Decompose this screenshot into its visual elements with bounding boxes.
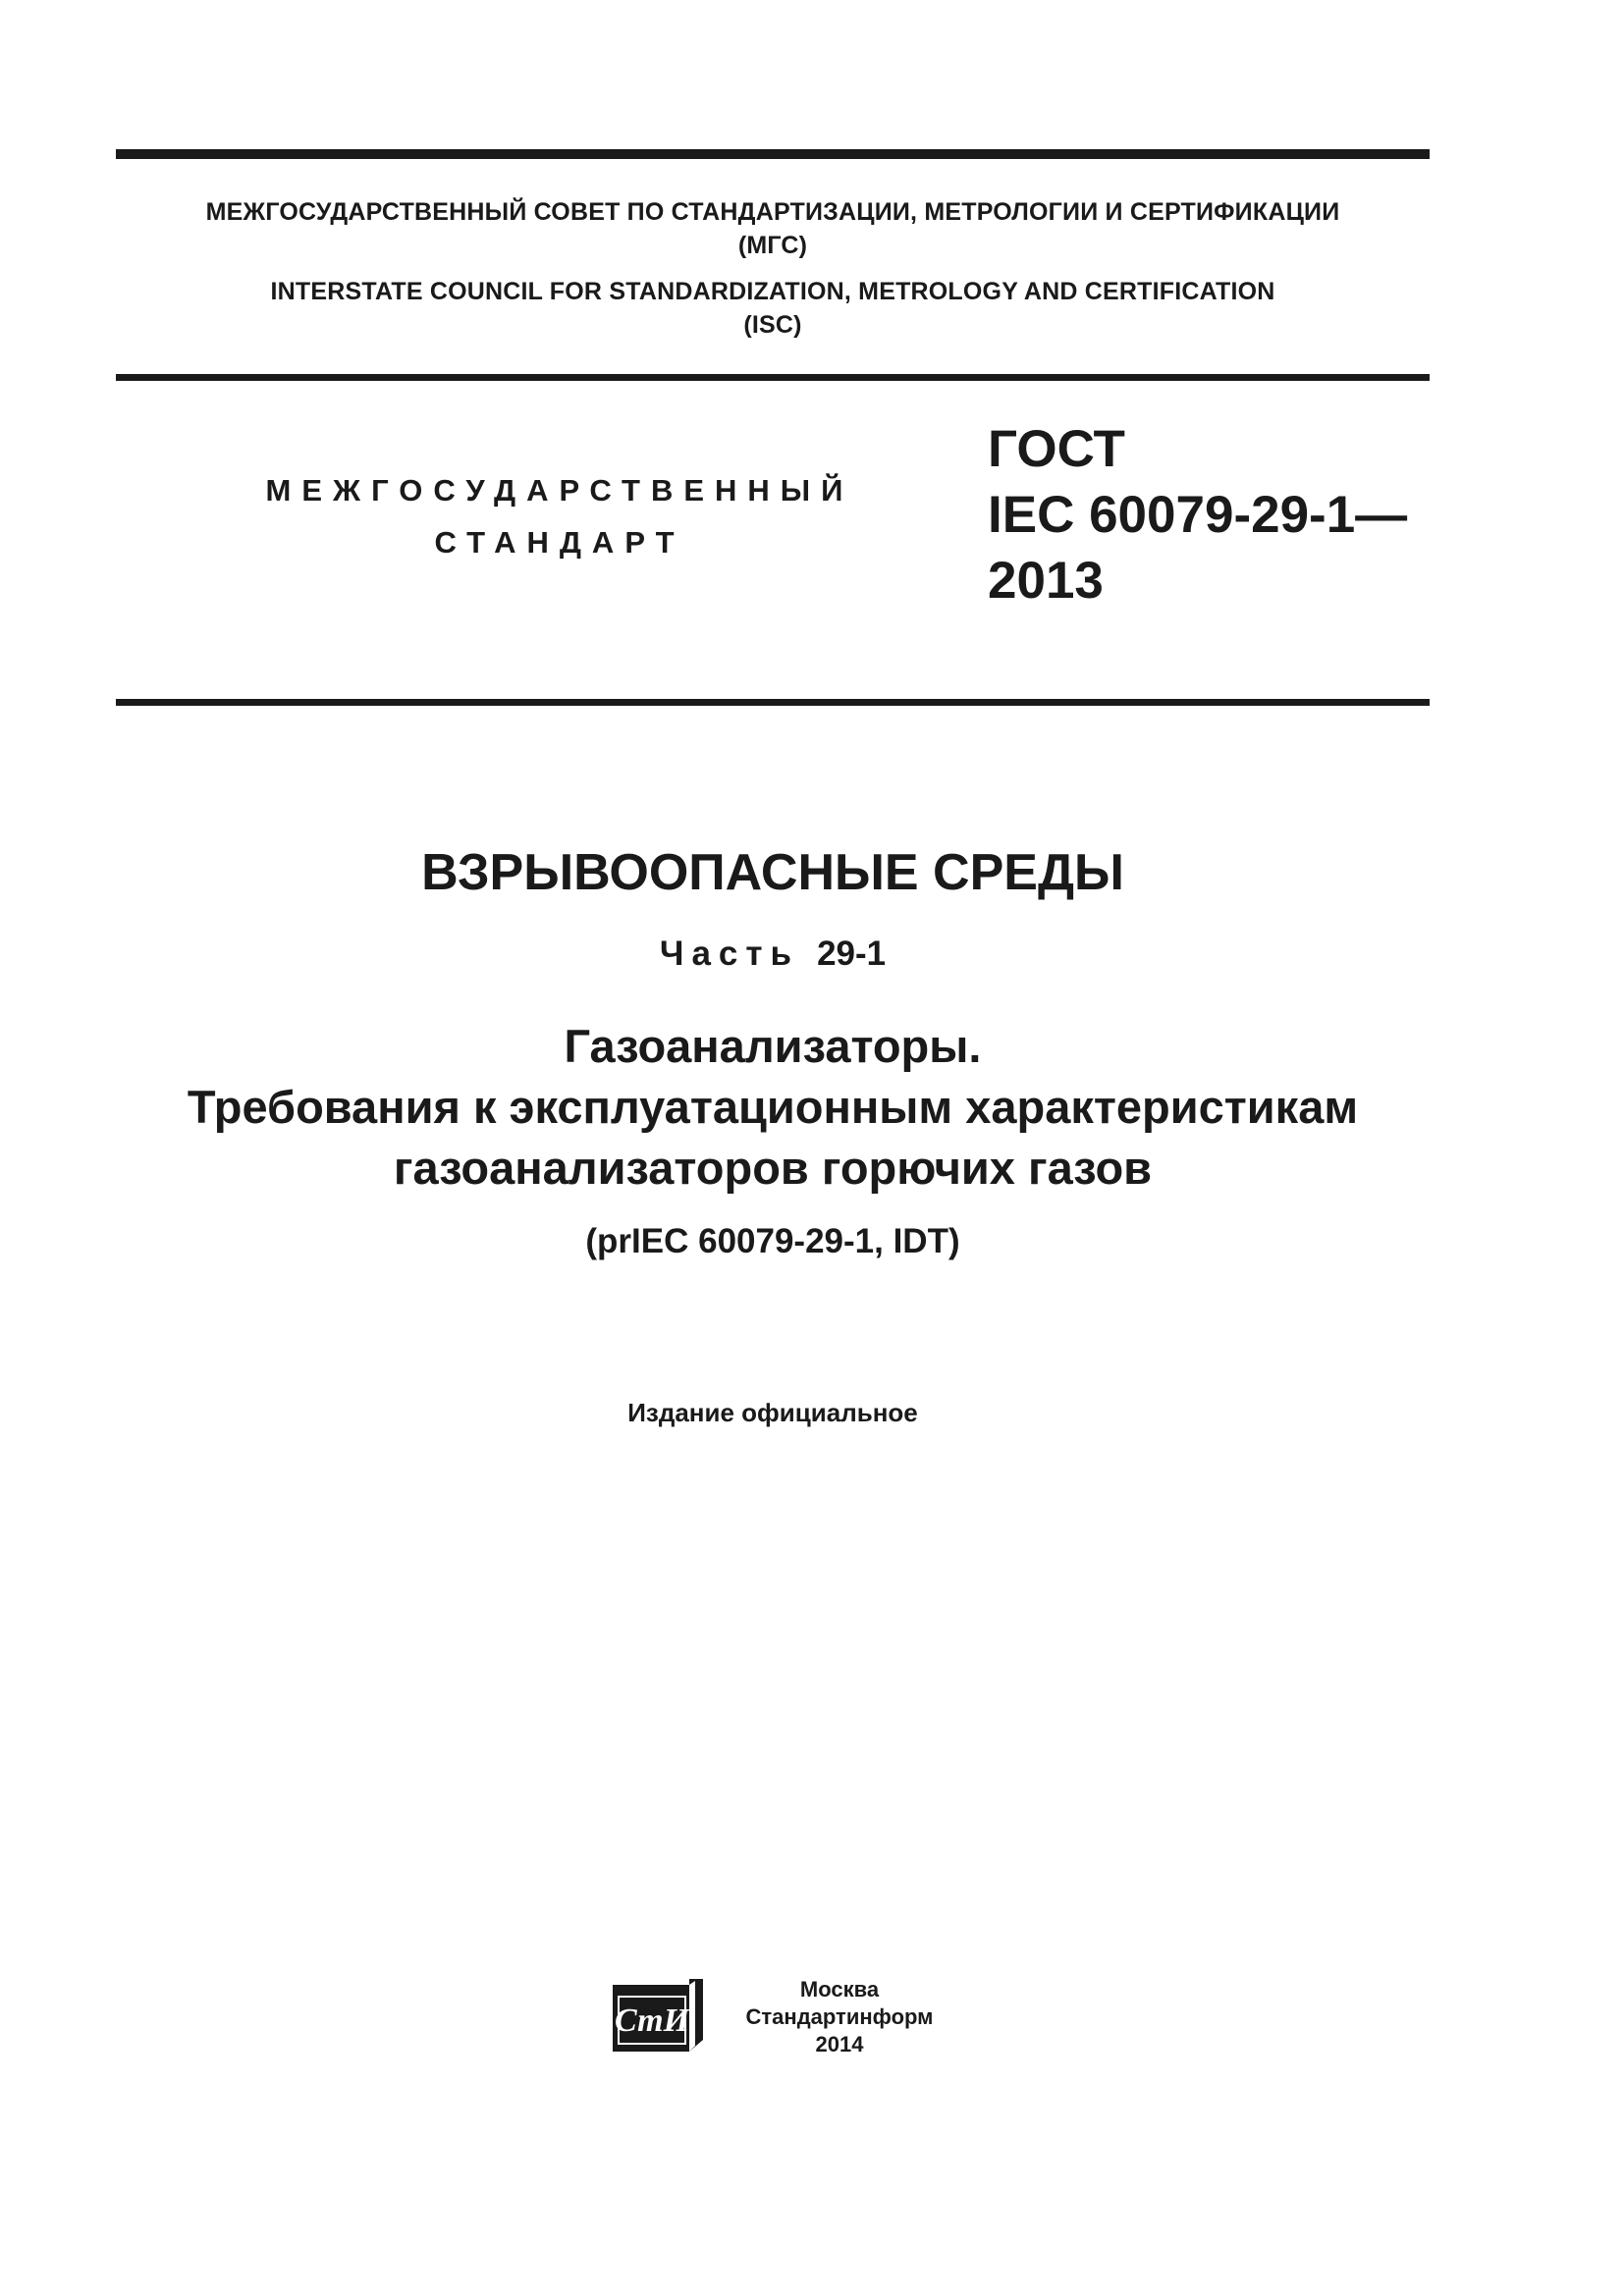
identity-note: (prIEC 60079-29-1, IDT) xyxy=(585,1222,960,1260)
main-title: ВЗРЫВООПАСНЫЕ СРЕДЫ xyxy=(421,844,1124,901)
subtitle xyxy=(116,1016,1430,1199)
edition-note: Издание официальное xyxy=(627,1398,918,1427)
council-name-en: INTERSTATE COUNCIL FOR STANDARDIZATION, METROLOGY AND CERTIFICATION xyxy=(270,278,1275,305)
part-word: Часть xyxy=(659,934,800,973)
council-header xyxy=(116,195,1430,342)
gost-number-line: IEC 60079-29-1— xyxy=(988,486,1408,544)
council-abbr-en: (ISC) xyxy=(743,311,802,339)
publisher-year: 2014 xyxy=(815,2032,864,2056)
standard-type-line2: СТАНДАРТ xyxy=(434,525,685,560)
council-rule xyxy=(116,374,1430,381)
standard-type-line1: МЕЖГОСУДАРСТВЕННЫЙ xyxy=(265,473,854,507)
subtitle-line3: газоанализаторов горючих газов xyxy=(393,1142,1153,1194)
logo-text: СтИ xyxy=(614,2002,690,2039)
publisher-name: Стандартинформ xyxy=(745,2004,934,2029)
standard-type-label xyxy=(245,464,874,568)
gost-year: 2013 xyxy=(988,552,1104,610)
publisher-block xyxy=(727,1976,952,2058)
standartinform-logo-icon xyxy=(611,1977,705,2054)
top-rule xyxy=(116,149,1430,159)
gost-label: ГОСТ xyxy=(988,420,1125,478)
gost-designation xyxy=(988,416,1439,614)
publisher-city: Москва xyxy=(799,1977,880,2002)
designation-rule xyxy=(116,699,1430,706)
subtitle-line2: Требования к эксплуатационным характеристикам xyxy=(187,1081,1359,1133)
council-abbr-ru: (МГС) xyxy=(737,232,808,259)
part-number: 29-1 xyxy=(817,934,887,973)
subtitle-line1: Газоанализаторы. xyxy=(564,1020,982,1072)
part-heading xyxy=(116,933,1430,976)
council-name-ru: МЕЖГОСУДАРСТВЕННЫЙ СОВЕТ ПО СТАНДАРТИЗАЦИИ, МЕТРОЛОГИИ И СЕРТИФИКАЦИИ xyxy=(205,198,1340,226)
